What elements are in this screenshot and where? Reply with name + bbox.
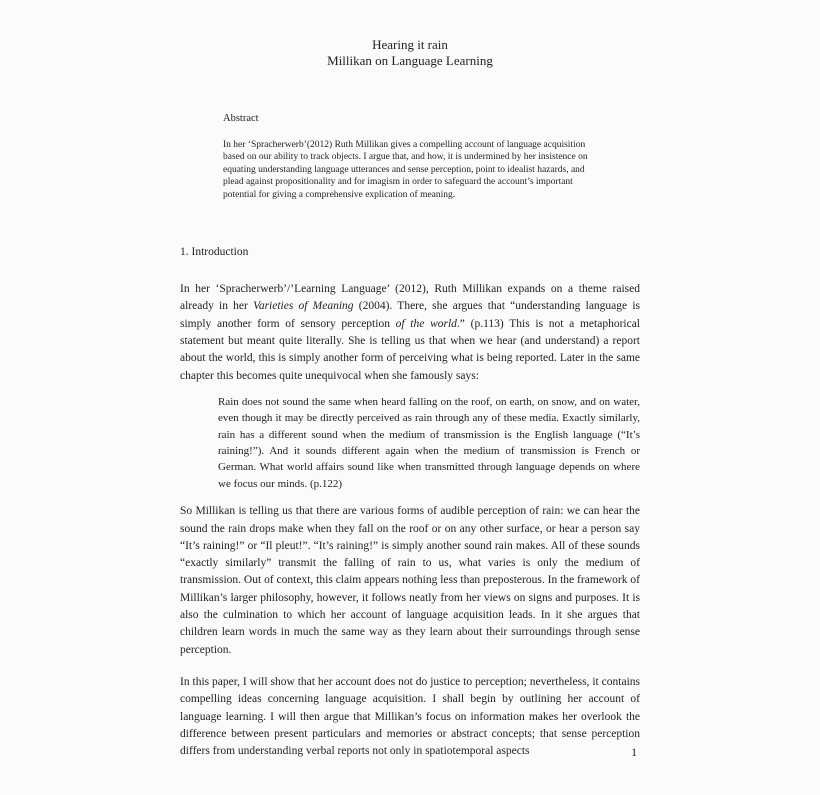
italic-book-title: Varieties of Meaning (253, 300, 354, 313)
abstract-heading: Abstract (223, 113, 259, 124)
title-block (180, 0, 640, 69)
intro-paragraph-1 (180, 281, 640, 385)
paragraph-text: (2004). There, she argues that “understanding language is simply another form of sensory perception (180, 300, 640, 330)
page-content (180, 0, 640, 760)
intro-paragraph-3: In this paper, I will show that her account does not do justice to perception; nevertheless, it contains compelling ideas concerning language acquisition. I shall begin by outlining her account of language learning. I will then argue that Millikan’s focus on information makes her overlook the difference between present particulars and memories or abstract concepts; that sense perception differs from understanding verbal reports not only in spatiotemporal aspects (180, 675, 640, 758)
section-heading-introduction: 1. Introduction (180, 246, 249, 259)
paper-title: Hearing it rain (372, 37, 448, 52)
abstract-section (223, 112, 593, 201)
paper-subtitle: Millikan on Language Learning (327, 53, 493, 68)
italic-phrase: of the world (395, 317, 457, 330)
intro-paragraph-2: So Millikan is telling us that there are various forms of audible perception of rain: we can hear the sound the rain drops make when they fall on the roof or on any other surface, or hear a person say “It’s raining!” or “Il pleut!”. “It’s raining!” is simply another sound rain makes. All of these sounds “exactly similarly” transmit the falling of rain to us, what varies is only the medium of transmission. Out of context, this claim appears nothing less than preposterous. In the framework of Millikan’s larger philosophy, however, it follows neatly from her views on signs and purposes. It is also the culmination to which her account of language acquisition leads. In it she argues that children learn words in much the same way as they learn about their surroundings through sense perception. (180, 505, 640, 656)
paragraph-text: In her ‘Spracherwerb’/’Learning Language’ (2012), Ruth Millikan expands on a theme raised already in her (180, 283, 640, 313)
block-quote: Rain does not sound the same when heard falling on the roof, on earth, on snow, and on water, even though it may be directly perceived as rain through any of these media. Exactly similarly, rain has a different sound when the medium of transmission is the English language (“It’s raining!”). And it sounds different again when the medium of transmission is French or German. What world affairs sound like when transmitted through language depends on where we focus our minds. (p.122) (218, 395, 640, 490)
abstract-text: In her ‘Spracherwerb’(2012) Ruth Millikan gives a compelling account of language acquisition based on our ability to track objects. I argue that, and how, it is undermined by her insistence on equating understanding language utterances and sense perception, point to idealist hazards, and plead against propositionality and for imagism in order to safeguard the account’s important potential for giving a comprehensive explication of meaning. (223, 140, 588, 200)
paragraph-text: .” (p.113) This is not a metaphorical statement but meant quite literally. She is telling us that when we hear (and understand) a report about the world, this is simply another form of perceiving what is being reported. Later in the same chapter this becomes quite unequivocal when she famously says: (180, 317, 640, 382)
page-number: 1 (631, 747, 637, 759)
